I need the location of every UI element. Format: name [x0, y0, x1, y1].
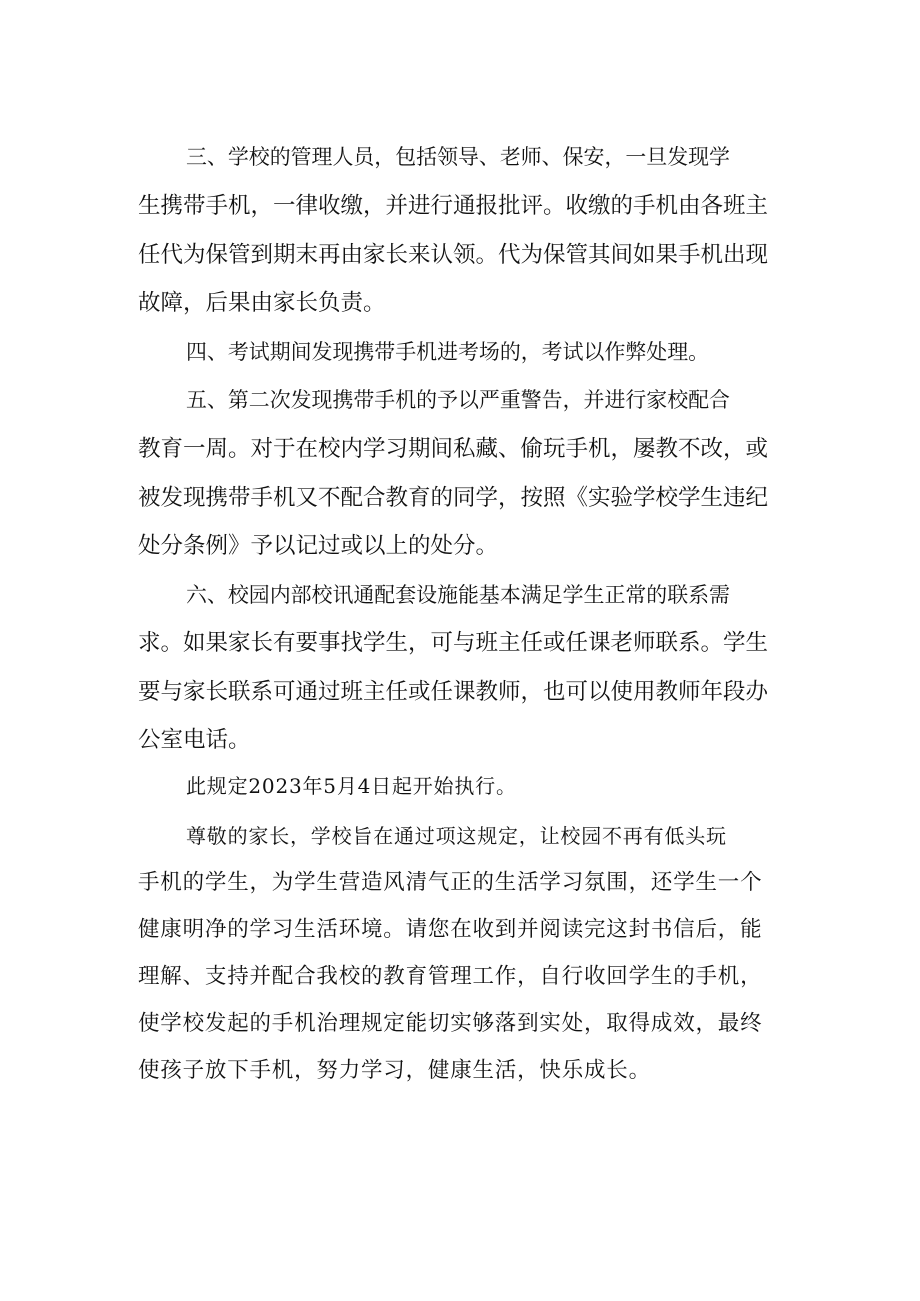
section-5-line-2: 教育一周。对于在校内学习期间私藏、偷玩手机，屡教不改，或 [138, 436, 769, 462]
parent-letter-line-2: 手机的学生，为学生营造风清气正的生活学习氛围，还学生一个 [138, 870, 763, 895]
section-6-line-1: 六、校园内部校讯通配套设施能基本满足学生正常的联系需 [186, 583, 730, 607]
section-5-line-4: 处分条例》予以记过或以上的处分。 [138, 533, 499, 559]
section-6-line-4: 公室电话。 [138, 727, 251, 753]
section-6-line-3: 要与家长联系可通过班主任或任课教师，也可以使用教师年段办 [138, 679, 769, 705]
section-3-line-3: 任代为保管到期末再由家长来认领。代为保管其间如果手机出现 [138, 242, 769, 268]
section-3-line-2: 生携带手机，一律收缴，并进行通报批评。收缴的手机由各班主 [138, 193, 769, 219]
parent-letter-line-1: 尊敬的家长，学校旨在通过项这规定，让校园不再有低头玩 [186, 824, 727, 848]
effective-date-line: 此规定2023年5月4日起开始执行。 [186, 774, 517, 798]
section-4-line-1: 四、考试期间发现携带手机进考场的，考试以作弊处理。 [186, 340, 710, 364]
section-3-line-4: 故障，后果由家长负责。 [138, 290, 386, 316]
section-3-line-1: 三、学校的管理人员，包括领导、老师、保安，一旦发现学 [186, 145, 730, 169]
section-5-line-3: 被发现携带手机又不配合教育的同学，按照《实验学校学生违纪 [138, 485, 769, 511]
parent-letter-line-5: 使学校发起的手机治理规定能切实够落到实处，取得成效，最终 [138, 1011, 763, 1036]
parent-letter-line-4: 理解、支持并配合我校的教育管理工作，自行收回学生的手机， [138, 964, 763, 989]
parent-letter-line-6: 使孩子放下手机，努力学习，健康生活，快乐成长。 [138, 1058, 651, 1083]
parent-letter-line-3: 健康明净的学习生活环境。请您在收到并阅读完这封书信后，能 [138, 917, 763, 942]
section-5-line-1: 五、第二次发现携带手机的予以严重警告，并进行家校配合 [186, 388, 730, 412]
section-6-line-2: 求。如果家长有要事找学生，可与班主任或任课老师联系。学生 [138, 630, 769, 656]
